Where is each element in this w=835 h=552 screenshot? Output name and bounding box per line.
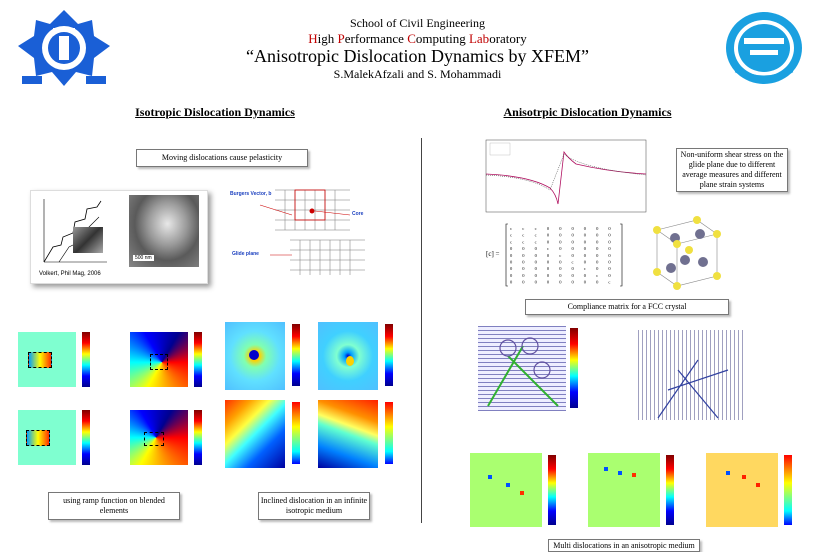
multi-colorbar-3 (784, 455, 792, 525)
svg-text:c: c (510, 232, 512, 238)
lab-name-part: P (337, 31, 345, 46)
colorbar-8 (385, 402, 393, 464)
svg-text:0: 0 (510, 266, 513, 272)
lab-name-part: erformance (344, 31, 408, 46)
multi-colorbar-1 (548, 455, 556, 525)
svg-text:0: 0 (571, 266, 574, 272)
svg-text:0: 0 (546, 272, 550, 278)
svg-text:0: 0 (559, 259, 562, 265)
multi-dislocation-plot-1 (470, 453, 542, 527)
compliance-caption-box: Compliance matrix for a FCC crystal (525, 299, 729, 315)
svg-text:0: 0 (559, 266, 562, 272)
colorbar-6 (194, 410, 202, 465)
svg-text:0: 0 (546, 266, 550, 272)
svg-text:0: 0 (559, 272, 562, 278)
svg-text:0: 0 (534, 272, 537, 278)
svg-text:0: 0 (546, 259, 550, 265)
colorbar-1 (82, 332, 90, 387)
experiment-photo-frame (30, 190, 208, 284)
svg-text:0: 0 (571, 272, 574, 278)
right-section-title: Anisotrpic Dislocation Dynamics (503, 105, 672, 119)
svg-text:0: 0 (510, 252, 513, 258)
svg-text:0: 0 (510, 246, 513, 252)
svg-text:0: 0 (571, 239, 574, 245)
svg-text:0: 0 (571, 226, 574, 231)
displacement-field-plot-2 (130, 410, 188, 465)
svg-text:0: 0 (583, 226, 587, 231)
glide-plane-label: Glide plane (232, 251, 259, 257)
stress-field-plot-2 (225, 322, 285, 390)
svg-text:0: 0 (608, 232, 611, 238)
svg-text:c: c (608, 279, 611, 285)
matrix-label: [c] = (486, 250, 500, 258)
svg-text:0: 0 (583, 279, 587, 285)
inclined-dislocation-caption-box: Inclined dislocation in an infinite isotropic medium (258, 492, 370, 520)
dislocation-mesh-plot (478, 326, 566, 411)
displacement-field-plot-1 (130, 332, 188, 387)
svg-text:0: 0 (608, 226, 611, 231)
inclined-field-plot-2 (318, 400, 378, 468)
stress-field-plot-1 (18, 332, 76, 387)
multi-dislocation-plot-3 (706, 453, 778, 527)
school-name: School of Civil Engineering (350, 16, 485, 30)
svg-text:c: c (534, 226, 537, 231)
colorbar-5 (82, 410, 90, 465)
svg-text:c: c (510, 239, 512, 245)
svg-text:0: 0 (522, 246, 525, 252)
svg-text:0: 0 (571, 246, 574, 252)
left-section-title: Isotropic Dislocation Dynamics (135, 105, 295, 119)
compliance-matrix (486, 222, 626, 288)
svg-text:0: 0 (534, 279, 537, 285)
lab-name-part: H (308, 31, 318, 46)
multi-dislocation-caption-box: Multi dislocations in an anisotropic medium (548, 539, 700, 552)
svg-text:c: c (596, 272, 599, 278)
pillar-inset (73, 227, 103, 253)
svg-text:0: 0 (510, 259, 513, 265)
burgers-diagram (230, 185, 380, 285)
svg-text:0: 0 (534, 266, 537, 272)
svg-text:0: 0 (608, 259, 611, 265)
svg-text:0: 0 (608, 246, 611, 252)
svg-text:0: 0 (583, 259, 587, 265)
svg-text:0: 0 (522, 279, 525, 285)
svg-text:c: c (522, 232, 525, 238)
svg-text:0: 0 (546, 252, 550, 258)
svg-text:0: 0 (546, 226, 550, 231)
svg-text:0: 0 (522, 272, 525, 278)
svg-text:0: 0 (510, 272, 513, 278)
core-label: Core (352, 211, 364, 217)
svg-text:0: 0 (596, 226, 599, 231)
svg-text:0: 0 (571, 232, 574, 238)
svg-text:0: 0 (608, 272, 611, 278)
shear-stress-caption-box: Non-uniform shear stress on the glide plane due to different average measures and different plane strain systems (676, 148, 788, 192)
poster-authors: S.MalekAfzali and S. Mohammadi (333, 67, 502, 81)
inclined-field-plot-1 (225, 400, 285, 468)
svg-text:0: 0 (596, 232, 599, 238)
svg-text:c: c (522, 239, 525, 245)
svg-text:0: 0 (608, 266, 611, 272)
deformed-mesh-plot (638, 330, 746, 420)
svg-text:0: 0 (546, 239, 550, 245)
colorbar-3 (292, 324, 300, 386)
svg-text:c: c (546, 246, 549, 252)
svg-text:c: c (583, 266, 586, 272)
shear-stress-line-plot (480, 138, 650, 218)
svg-text:c: c (534, 232, 537, 238)
svg-text:0: 0 (583, 232, 587, 238)
svg-text:0: 0 (534, 252, 537, 258)
svg-text:0: 0 (583, 246, 587, 252)
svg-text:0: 0 (534, 246, 537, 252)
lab-name (0, 31, 835, 47)
svg-text:0: 0 (596, 259, 599, 265)
svg-text:0: 0 (559, 232, 562, 238)
svg-text:0: 0 (522, 252, 525, 258)
svg-text:0: 0 (583, 252, 587, 258)
colorbar-7 (292, 402, 300, 464)
svg-text:0: 0 (596, 266, 599, 272)
multi-dislocation-plot-2 (588, 453, 660, 527)
column-divider (421, 138, 422, 523)
multi-colorbar-2 (666, 455, 674, 525)
svg-text:0: 0 (571, 279, 574, 285)
mesh-colorbar (570, 328, 578, 408)
svg-text:0: 0 (559, 279, 562, 285)
svg-text:c: c (571, 259, 574, 265)
stress-field-plot-3 (318, 322, 378, 390)
svg-text:c: c (534, 239, 537, 245)
svg-text:c: c (510, 226, 512, 231)
svg-text:0: 0 (571, 252, 574, 258)
poster-title: “Anisotropic Dislocation Dynamics by XFEM” (246, 46, 589, 66)
svg-text:0: 0 (583, 272, 587, 278)
lab-name-part: Lab (468, 31, 490, 46)
lab-name-part: omputing (415, 31, 469, 46)
colorbar-4 (385, 324, 393, 386)
svg-text:0: 0 (608, 239, 611, 245)
svg-text:0: 0 (510, 279, 513, 285)
svg-text:0: 0 (583, 239, 587, 245)
lab-name-part: oratory (489, 31, 527, 46)
fcc-crystal-image (645, 210, 725, 290)
svg-text:0: 0 (596, 279, 599, 285)
svg-text:0: 0 (534, 259, 537, 265)
svg-text:0: 0 (596, 246, 599, 252)
svg-text:0: 0 (608, 252, 611, 258)
lab-name-part: C (407, 31, 416, 46)
ramp-function-caption-box: using ramp function on blended elements (48, 492, 180, 520)
stress-field-plot-4 (18, 410, 76, 465)
svg-text:0: 0 (546, 279, 550, 285)
lab-name-part: igh (317, 31, 338, 46)
svg-text:0: 0 (522, 259, 525, 265)
burgers-vector-label: Burgers Vector, b (230, 191, 272, 197)
svg-text:0: 0 (546, 232, 550, 238)
svg-text:0: 0 (522, 266, 525, 272)
svg-text:0: 0 (559, 226, 562, 231)
colorbar-2 (194, 332, 202, 387)
svg-text:c: c (559, 252, 562, 258)
svg-text:0: 0 (559, 239, 562, 245)
svg-text:0: 0 (596, 252, 599, 258)
plasticity-caption-box: Moving dislocations cause pelasticity (136, 149, 308, 167)
photo-caption: Volkert, Phil Mag, 2006 (39, 271, 101, 277)
scale-bar: 500 nm (135, 255, 152, 261)
svg-text:0: 0 (559, 246, 562, 252)
svg-text:0: 0 (596, 239, 599, 245)
svg-text:c: c (522, 226, 525, 231)
